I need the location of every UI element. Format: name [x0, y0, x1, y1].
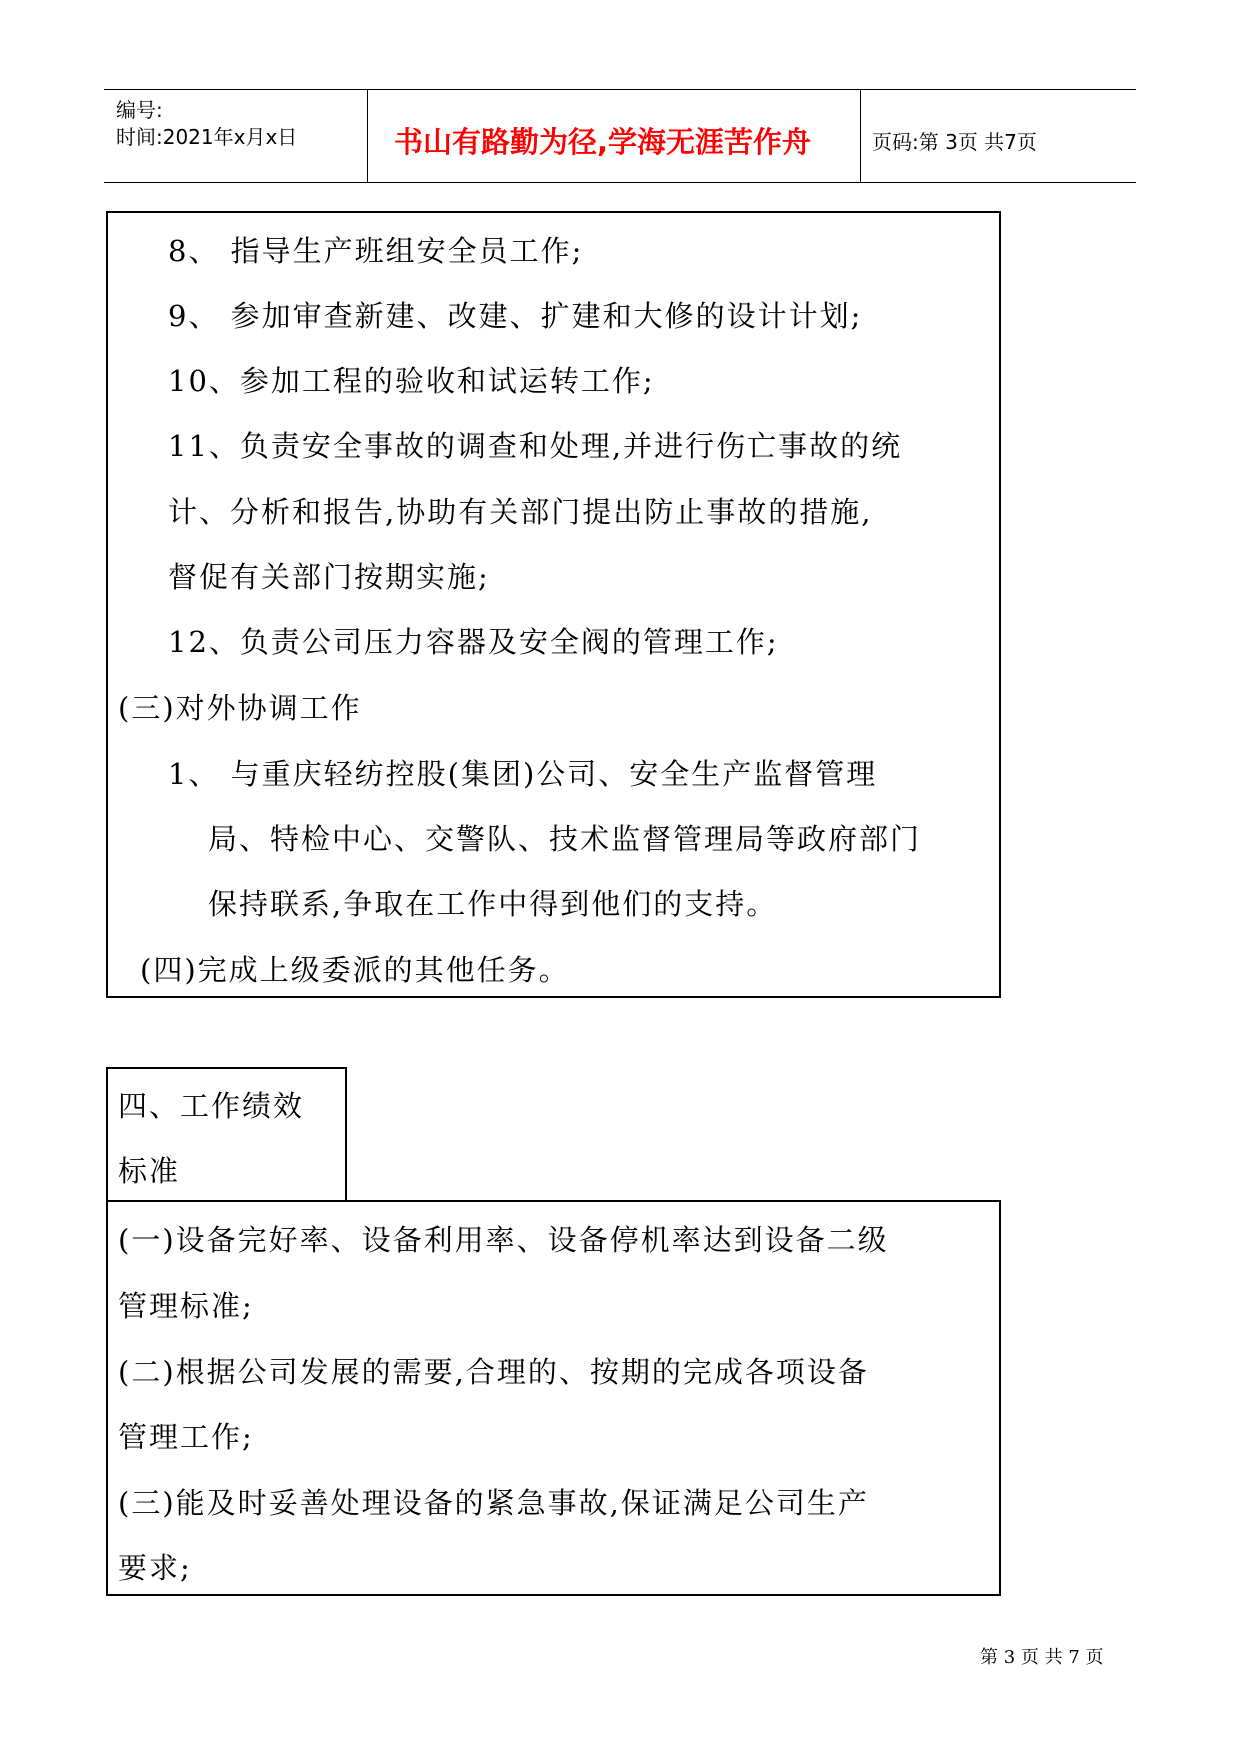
header-divider-left: [367, 89, 368, 182]
header-number-label: 编号:: [116, 98, 163, 122]
header-page-label: 页码:第 3页 共7页: [872, 130, 1037, 154]
standard-line-1: (一)设备完好率、设备利用率、设备停机率达到设备二级: [118, 1223, 889, 1257]
section4-title-line-2: 标准: [118, 1154, 181, 1188]
header-bottom-rule: [104, 182, 1136, 183]
duty-line-2: 9、 参加审查新建、改建、扩建和大修的设计计划;: [168, 299, 863, 333]
duty-subheading-3: (三)对外协调工作: [118, 691, 362, 725]
standard-line-4: 管理工作;: [118, 1420, 254, 1454]
standard-line-2: 管理标准;: [118, 1289, 254, 1323]
header-time-label: 时间:2021年x月x日: [116, 125, 298, 149]
section4-content-box: [106, 1200, 1001, 1596]
duty-line-4: 11、负责安全事故的调查和处理,并进行伤亡事故的统: [168, 429, 903, 463]
duty-line-3: 10、参加工程的验收和试运转工作;: [168, 364, 655, 398]
duty-line-10: 保持联系,争取在工作中得到他们的支持。: [208, 887, 778, 921]
standard-line-5: (三)能及时妥善处理设备的紧急事故,保证满足公司生产: [118, 1486, 869, 1520]
duty-subheading-4: (四)完成上级委派的其他任务。: [140, 953, 570, 987]
header-top-rule: [104, 89, 1136, 90]
section4-title-line-1: 四、工作绩效: [118, 1089, 305, 1123]
header-divider-right: [860, 89, 861, 182]
duty-line-8: 1、 与重庆轻纺控股(集团)公司、安全生产监督管理: [168, 757, 878, 791]
duty-line-1: 8、 指导生产班组安全员工作;: [168, 234, 584, 268]
duty-line-5: 计、分析和报告,协助有关部门提出防止事故的措施,: [168, 495, 873, 529]
standard-line-3: (二)根据公司发展的需要,合理的、按期的完成各项设备: [118, 1355, 869, 1389]
duty-line-6: 督促有关部门按期实施;: [168, 560, 490, 594]
duty-line-7: 12、负责公司压力容器及安全阀的管理工作;: [168, 625, 779, 659]
header-motto: 书山有路勤为径,学海无涯苦作舟: [394, 125, 812, 159]
footer-page-number: 第 3 页 共 7 页: [980, 1647, 1104, 1668]
standard-line-6: 要求;: [118, 1551, 192, 1585]
duty-line-9: 局、特检中心、交警队、技术监督管理局等政府部门: [208, 822, 922, 856]
